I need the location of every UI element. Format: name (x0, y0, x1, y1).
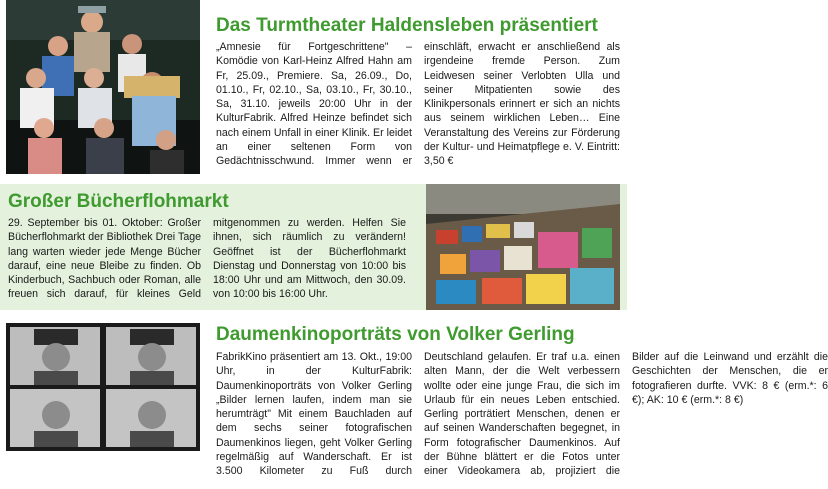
books-photo (426, 184, 620, 310)
article2-text: 29. September bis 01. Oktober: Großer Bücherflohmarkt der Bibliothek Drei Tage lang warten wieder jede Menge Bücher darauf, eine neue Bleibe zu finden. Ob Kinderbuch, Sachbuch oder Roman, alle freuen sich darauf, für kleines Geld mitgenommen zu werden. Helfen Sie ihnen, sich räumlich zu verändern! Geöffnet ist der Bücherflohmarkt Dienstag und Donnerstag von 10:00 bis 18:00 Uhr und am Mittwoch, den 30.09. von 10:00 bis 16:00 Uhr. (8, 217, 406, 301)
article3-text: FabrikKino präsentiert am 13. Okt., 19:00 Uhr, in der KulturFabrik: Daumenkinoporträts von Volker Gerling „Bilder lernen laufen, indem man sie herumträgt" Mit einem Bauchladen auf dem sechs seiner fotografischen Daumenkinos liegen, geht Volker Gerling regelmäßig auf Wanderschaft. Er ist 3.500 Kilometer zu Fuß durch Deutschland gelaufen. Er traf u.a. einen alten Mann, der die Welt verbessern wollte oder eine junge Frau, die sich im Urlaub für ein neues Leben entschied. Gerling porträtiert Menschen, denen er auf seinen Wanderschaften begegnet, in Form fotografischer Daumenkinos. Auf der Bühne blättert er die Fotos unter einer Videokamera ab, projiziert die Bilder auf die Leinwand und erzählt die Geschichten der Menschen, die er fotografieren durfte. VVK: 8 € (erm.*: 6 €); AK: 10 € (erm.*: 8 €) (216, 351, 828, 478)
article3-title: Daumenkinoporträts von Volker Gerling (216, 324, 575, 345)
article1-title: Das Turmtheater Haldensleben präsentiert (216, 15, 598, 36)
article3-columns (216, 350, 828, 486)
theater-group-photo (6, 0, 200, 174)
article2-body (8, 216, 406, 306)
article1-text: „Amnesie für Fortgeschrittene" – Komödie von Karl-Heinz Alfred Hahn am Fr, 25.09., Premiere. Sa, 26.09., Do, 01.10., Fr, 02.10., Sa, 03.10., Fr, 30.10., Sa, 31.10. jeweils 20:00 Uhr in der KulturFabrik. Alfred Heinze befindet sich nach einem Unfall in einer Klinik. Er leidet an einer seltenen Form von Gedächtnisschwund. Immer wenn er einschläft, erwacht er anschließend als irgendeine fremde Person. Zum Leidwesen seiner Verlobten Ulla und seiner Mitpatienten sowie des Klinikpersonals erinnert er sich an nichts aus seinem wirklichen Leben… Eine Veranstaltung des Vereins zur Förderung der Kultur- und Heimatpflege e. V. Eintritt: 3,50 € (216, 41, 620, 168)
article2-title: Großer Bücherflohmarkt (8, 191, 229, 212)
flipbook-portraits-photo (6, 323, 200, 451)
article1-body (216, 40, 620, 172)
